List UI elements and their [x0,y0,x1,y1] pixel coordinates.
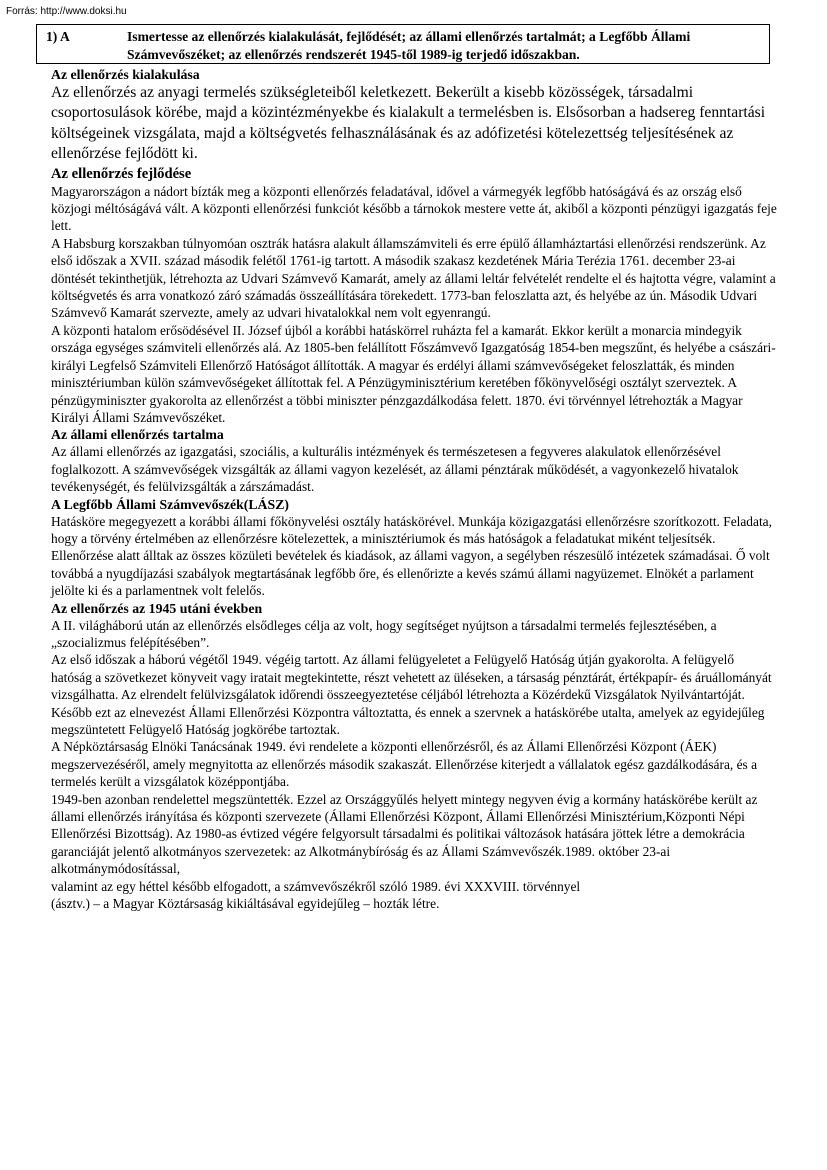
paragraph: Az első időszak a háború végétől 1949. végéig tartott. Az állami felügyeletet a Felügyelő Hatóság útján gyakorolta. A felügyelő hatóság a szövetkezet könyveit vagy iratait megtekintette, részt vehetett az üléseken, a társaság pénztárát, értékpapír- és áruállományát vizsgálhatta. Az elrendelt felülvizsgálatok időrendi összeegyeztetése céljából létrehozta a Közérdekű Vizsgálatok Nyilvántartóját. [51,652,772,703]
paragraph: A Népköztársaság Elnöki Tanácsának 1949. évi rendelete a központi ellenőrzésről, és az Állami Ellenőrzési Központ (ÁEK) megszervezéséről, amely megnyitotta az ellenőrzés második szakaszát. Ellenőrzése kiterjedt a vállalatok egész gazdálkodására, és a termelés került a vizsgálatok középpontjába. [51,739,758,790]
paragraph: Később ezt az elnevezést Állami Ellenőrzési Központra változtatta, és ennek a szervnek a hatáskörébe utalta, amelyek az egyidejűleg megszüntetett Felügyelő Hatóság jogkörébe tartoztak. [51,704,765,737]
heading-1945-utan: Az ellenőrzés az 1945 utáni években [51,600,263,616]
paragraph: 1949-ben azonban rendelettel megszüntették. Ezzel az Országgyűlés helyett mintegy negyven évig a kormány hatáskörébe került az állami ellenőrzés irányítása és központi szervezete (Állami Ellenőrzési Központ, Állami Ellenőrzési Minisztérium,Központi Népi Ellenőrzési Bizottság). Az 1980-as évtized végére felgyorsult társadalmi és politikai változások hatására jöttek létre a demokrácia garanciáját jelentő alkotmányos szervezetek: az Alkotmánybíróság és az Állami Számvevőszék.1989. október 23-ai alkotmánymódosítással, [51,791,758,877]
source-label: Forrás: http://www.doksi.hu [6,6,127,17]
paragraph: valamint az egy héttel később elfogadott, a számvevőszékről szóló 1989. évi XXXVIII. törvénnyel [51,878,581,894]
question-box [36,24,770,64]
heading-kialakulas: Az ellenőrzés kialakulása [51,67,200,82]
paragraph: (ásztv.) – a Magyar Köztársaság kikiáltásával egyidejűleg – hozták létre. [51,896,440,912]
paragraph: Hatásköre megegyezett a korábbi állami főkönyvelési osztály hatáskörével. Munkája közigazgatási ellenőrzésre szorítkozott. Feladata, hogy a törvény értelmében az ellenőrzésre kötelezettek, a minisztériumok és más hatóságok a feladatukat miként teljesítsék. [51,513,772,546]
paragraph: Az ellenőrzés az anyagi termelés szükségleteiből keletkezett. Bekerült a kisebb közösségek, társadalmi csoportosulások körébe, majd a közintézményekbe és kialakult a termelésben is. Elsősorban a hadsereg fenntartási költségeinek vizsgálata, majd a költségvetés felhasználásának és az adófizetési kötelezettség teljesítésének az ellenőrzése fejlődött ki. [51,84,766,163]
paragraph: Magyarországon a nádort bízták meg a központi ellenőrzés feladatával, idővel a vármegyék legfőbb hatóságává és az ország első közjogi méltóságává vált. A központi ellenőrzési funkciót később a tárnokok mestere vette át, akiből a központi pénzügyi igazgatás feje lett. [51,183,777,234]
document-body [51,66,777,912]
heading-lasz: A Legfőbb Állami Számvevőszék(LÁSZ) [51,496,289,512]
paragraph: A II. világháború után az ellenőrzés elsődleges célja az volt, hogy segítséget nyújtson a társadalmi termelés fejlesztésében, a „szocializmus felépítésében”. [51,617,717,650]
question-number: 1) A [46,29,70,44]
heading-fejlodes: Az ellenőrzés fejlődése [51,165,192,182]
paragraph: A Habsburg korszakban túlnyomóan osztrák hatásra alakult államszámviteli és erre épülő államháztartási ellenőrzési rendszerünk. Az első időszak a XVII. század második felétől 1761-ig tartott. A második szakasz kezdetének Mária Terézia 1761. december 23-ai döntését tekinthetjük, létrehozta az Udvari Számvevő Kamarát, amely az állami leltár felvételét rendelte el és hajtotta végre, valamint a költségvetés és arra vonatkozó záró számadás összeállítására törekedett. 1773-ban feloszlatta azt, és helyébe az ún. Második Udvari Számvevő Kamarát szervezte, amely az udvari hivatalokkal nem volt egyenrangú. [51,235,776,321]
paragraph: A központi hatalom erősödésével II. József újból a korábbi hatáskörrel ruházta fel a kamarát. Ekkor került a monarcia mindegyik országa egységes számviteli ellenőrzés alá. Az 1805-ben felállított Főszámvevő Igazgatóság 1854-ben megszűnt, és helyébe a császári-királyi Legfelső Számviteli Ellenőrző Hatóságot állították. A magyar és erdélyi állami számvevőségeket feloszlatták, és minden minisztériumban külön számvevőségeket állítottak fel. A Pénzügyminisztérium keretében főkönyvelőségi osztályt szerveztek. A pénzügyminiszter gyakorolta az ellenőrzést a többi miniszter pénzgazdálkodása felett. 1870. évi törvénnyel létrehozták a Magyar Királyi Állami Számvevőszéket. [51,322,776,425]
heading-allami-ellenorzes: Az állami ellenőrzés tartalma [51,427,224,443]
paragraph: Ellenőrzése alatt álltak az összes közületi bevételek és kiadások, az állami vagyon, a segélyben részesülő intézetek számadásai. Ő volt továbbá a nyugdíjazási szabályok megtartásának legfőbb őre, és ellenőrizte a kevés számú állami nagyüzemet. Elnökét a parlament jelölte ki és a parlamentnek volt felelős. [51,548,770,599]
question-text: Ismertesse az ellenőrzés kialakulását, fejlődését; az állami ellenőrzés tartalmát; a Legfőbb Állami Számvevőszéket; az ellenőrzés rendszerét 1945-től 1989-ig terjedő időszakban. [127,29,691,62]
paragraph: Az állami ellenőrzés az igazgatási, szociális, a kulturális intézmények és természetesen a fegyveres alakulatok ellenőrzésével foglalkozott. A számvevőségek vizsgálták az állami vagyon kezelését, az állami pénztárak működését, a vagyonkezelő hivatalok tevékenységét, és felülvizsgálták a zárszámadást. [51,444,739,495]
